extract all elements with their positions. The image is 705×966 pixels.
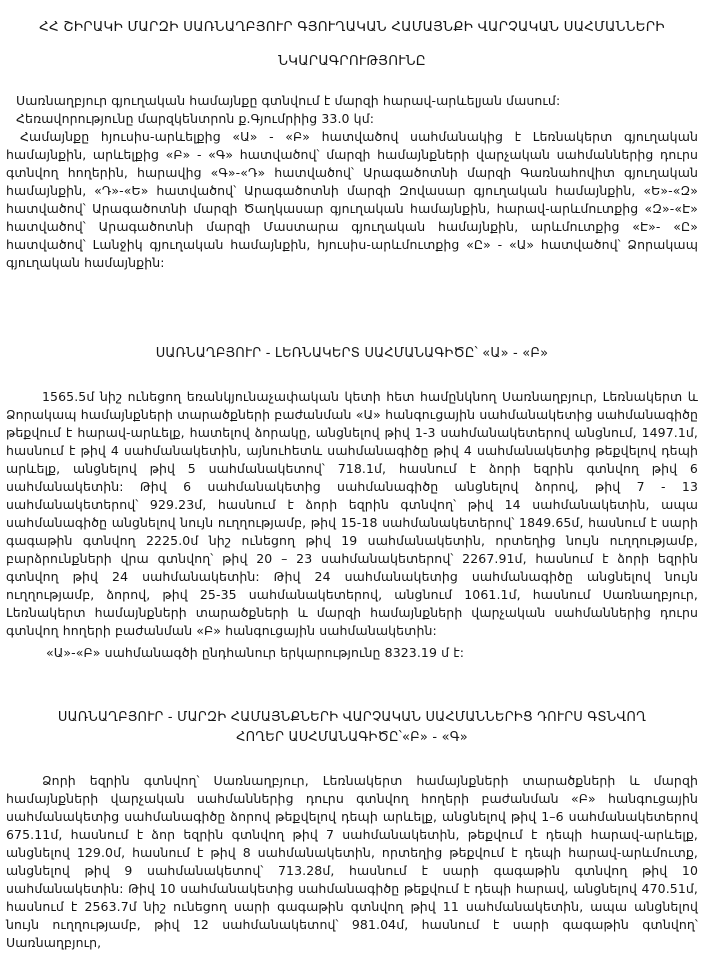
document-title [6, 10, 698, 78]
section-ab-total-length: «Ա»-«Բ» սահմանագծի ընդհանուր երկարությունը 8323.19 մ է: [46, 645, 465, 660]
intro-distance-paragraph: Հեռավորությունը մարզկենտրոն ք.Գյումրիից 33.0 կմ: [16, 111, 375, 126]
document-title-line1: ՀՀ ՇԻՐԱԿԻ ՄԱՐԶԻ ՍԱՌՆԱՂԲՅՈՒՐ ԳՅՈՒՂԱԿԱՆ ՀԱՄԱՅՆՔԻ ՎԱՐՉԱԿԱՆ ՍԱՀՄԱՆՆԵՐԻ [39, 19, 665, 35]
document-title-line2: ՆԿԱՐԱԳՐՈՒԹՅՈՒՆԸ [278, 53, 426, 69]
section-ab-heading: ՍԱՌՆԱՂԲՅՈՒՐ - ԼԵՌՆԱԿԵՐՏ ՍԱՀՄԱՆԱԳԻԾԸ՝ «Ա» - «Բ» [155, 346, 549, 361]
section-ab-description-paragraph: 1565.5մ նիշ ունեցող եռանկյունաչափական կետի հետ համընկնող Սառնաղբյուր, Լեռնակերտ և Ձորակապ համայնքների տարածքների բաժանման «Ա» հանգուցային սահմանակետից սահմանագիծը թեքվում է հարավ-արևելք, հատելով ձորակը, անցնելով թիվ 1-3 սահմանակետերով անցնում, 1497.1մ, հասնում է թիվ 4 սահմանակետին, այնուհետև սահմանագիծը թիվ 4 սահմանակետից թեքվելով դեպի արևելք, անցնելով թիվ 5 սահմանակետով՝ 718.1մ, հասնում է ձորի եզրին գտնվող թիվ 6 սահմանակետին: Թիվ 6 սահմանակետից սահմանագիծը անցնելով ձորով, թիվ 7 - 13 սահմանակետերով՝ 929.23մ, հասնում է ձորի եզրին գտնվող՝ թիվ 14 սահմանակետին, ապա սահմանագիծը անցնելով նույն ուղղությամբ, թիվ 15-18 սահմանակետերով՝ 1849.65մ, հասնում է սարի գագաթին գտնվող 2225.0մ նիշ ունեցող թիվ 19 սահմանակետին, որտեղից նույն ուղղությամբ, բարձրունքների վրա գտնվող՝ թիվ 20 – 23 սահմանակետերով՝ 2267.91մ, հասնում է ձորի եզրին գտնվող թիվ 24 սահմանակետին: Թիվ 24 սահմանակետից սահմանագիծը անցնելով նույն ուղղությամբ, ձորով, թիվ 25-35 սահմանակետերով, անցնում 1061.1մ, հասնում Սառնաղբյուր, Լեռնակերտ համայնքների տարածքների և մարզի համայնքների վարչական սահմաններից դուրս գտնվող հողերի բաժանման «Բ» հանգուցային սահմանակետին: [6, 389, 698, 638]
section-bg-heading-line1: ՍԱՌՆԱՂԲՅՈՒՐ - ՄԱՐԶԻ ՀԱՄԱՅՆՔՆԵՐԻ ՎԱՐՉԱԿԱՆ ՍԱՀՄԱՆՆԵՐԻՑ ԴՈՒՐՍ ԳՏՆՎՈՂ [57, 710, 647, 725]
intro-borders-paragraph: Համայնքը հյուսիս-արևելքից «Ա» - «Բ» հատվածով սահմանակից է Լեռնակերտ գյուղական համայնքին, արևելքից «Բ» - «Գ» հատվածով՝ մարզի համայնքների վարչական սահմաններից դուրս գտնվող հողերին, հարավից «Գ»-«Դ» հատվածով՝ Արագածոտնի մարզի Գառնահովիտ գյուղական համայնքին, «Դ»-«Ե» հատվածով՝ Արագածոտնի մարզի Զովասար գյուղական համայնքին, «Ե»-«Զ» հատվածով՝ Արագածոտնի մարզի Ծաղկասար գյուղական համայնքին, հարավ-արևմուտքից «Զ»-«Է» հատվածով՝ Արագածոտնի մարզի Մաստարա գյուղական համայնքին, արևմուտքից «Է»- «Ը» հատվածով՝ Լանջիկ գյուղական համայնքին, հյուսիս-արևմուտքից «Ը» - «Ա» հատվածով՝ Ձորակապ գյուղական համայնքին: [6, 129, 698, 270]
section-bg-heading [6, 708, 698, 748]
section-bg-heading-line2: ՀՈՂԵՐ ԱՍՀՄԱՆԱԳԻԾԸ՝«Բ» - «Գ» [236, 730, 468, 745]
intro-location-paragraph: Սառնաղբյուր գյուղական համայնքը գտնվում է մարզի հարավ-արևելյան մասում: [16, 93, 561, 108]
section-bg-description-paragraph: Ձորի եզրին գտնվող՝ Սառնաղբյուր, Լեռնակերտ համայնքների տարածքների և մարզի համայնքների վարչական սահմաններից դուրս գտնվող հողերի բաժանման «Բ» հանգուցային սահմանակետից սահմանագիծը ձորով թեքվելով դեպի արևելք, անցնելով թիվ 1–6 սահմանակետերով 675.11մ, հասնում է ձոր եզրին գտնվող թիվ 7 սահմանակետին, թեքվում է դեպի հարավ-արևելք, անցնելով 129.0մ, հասնում է թիվ 8 սահմանակետին, որտեղից թեքվում է դեպի հարավ-արևմուտք, անցնելով թիվ 9 սահմանակետով՝ 713.28մ, հասնում է սարի գագաթին գտնվող թիվ 10 սահմանակետին: Թիվ 10 սահմանակետից սահմանագիծը թեքվում է դեպի հարավ, անցնելով 470.51մ, հասնում է 2563.7մ նիշ ունեցող սարի գագաթին գտնվող թիվ 11 սահմանակետին, ապա անցնելով նույն ուղղությամբ, թիվ 12 սահմանակետով՝ 981.04մ, հասնում է սարի գագաթին գտնվող՝ Սառնաղբյուր, [6, 773, 698, 950]
